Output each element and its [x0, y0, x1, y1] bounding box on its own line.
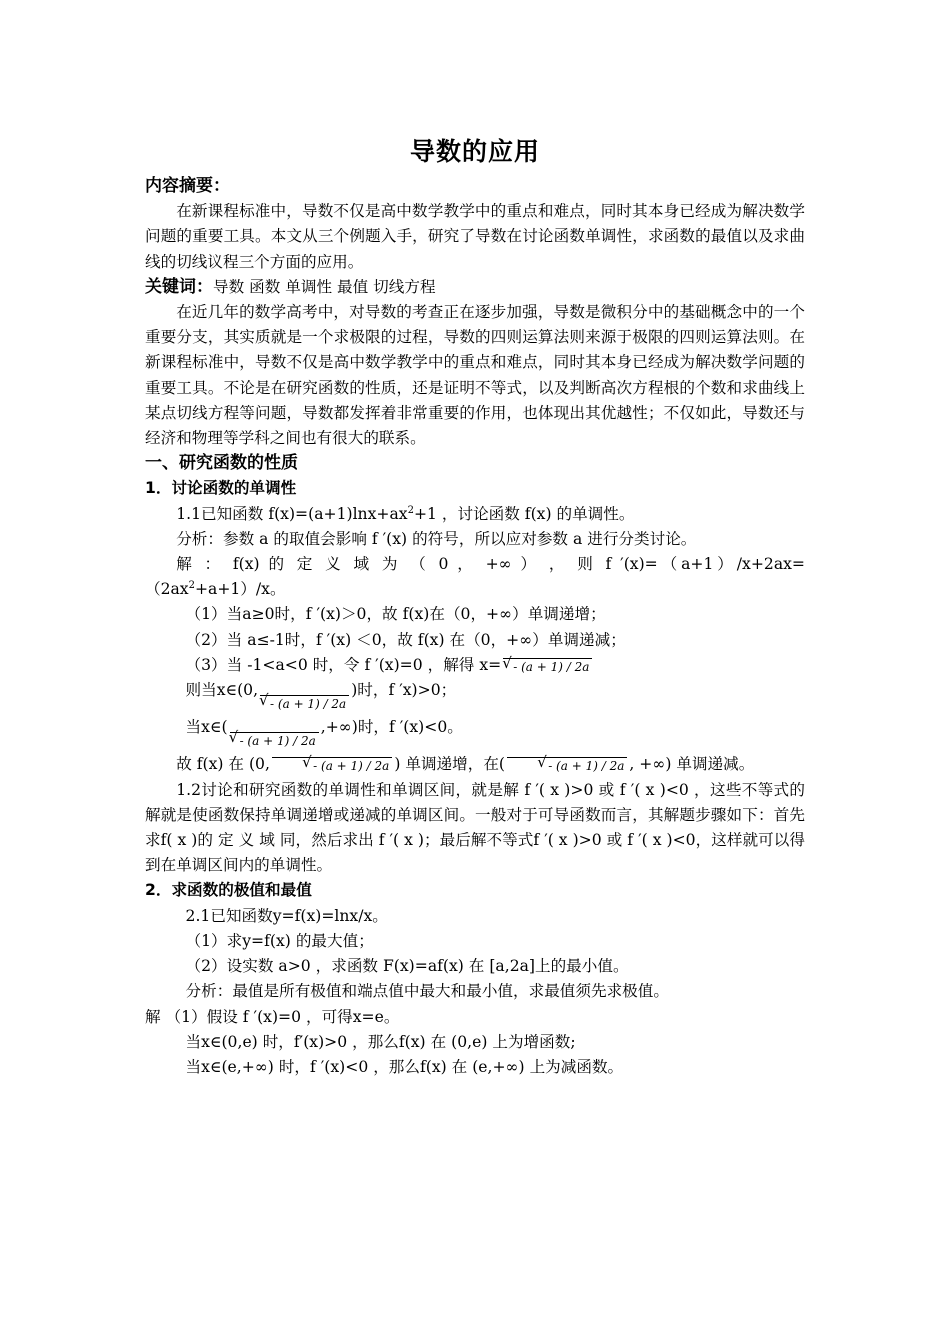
question-1: （1）求y=f(x) 的最大值；: [185, 931, 374, 950]
case-2: （2）当 a≤-1时，f ′(x) ＜0，故 f(x) 在（0，+∞）单调递减；: [185, 630, 626, 649]
case-3: （3）当 -1<a<0 时，令 f ′(x)=0 ，解得 x=√ - (a + 1) / 2a: [145, 653, 805, 678]
then-line-2: 当x∈(√ - (a + 1) / 2a,+∞)时，f ′(x)<0。: [145, 715, 805, 740]
spacer: [145, 703, 805, 715]
example-1-2: 1.2讨论和研究函数的单调性和单调区间，就是解 f ′( x )>0 或 f ′( x )<0 ，这些不等式的解就是使函数保持单调递增或递减的单调区间。一般对于可导函数而言，其解题步骤如下：首先求f( x )的 定 义 域 同，然后求出 f ′( x )；最后解不等式f ′( x )>0 或 f ′( x )<0，这样就可以得到在单调区间内的单调性。: [145, 780, 805, 875]
solution-2-line-3: 当x∈(e,+∞) 时，f ′(x)<0 ，那么f(x) 在 (e,+∞) 上为减函数。: [185, 1057, 624, 1076]
conclusion-1: 故 f(x) 在 (0,√ - (a + 1) / 2a ) 单调递增，在(√ - (a + 1) / 2a , +∞) 单调递减。: [145, 752, 805, 777]
then-line-1: 则当x∈(0,√ - (a + 1) / 2a)时，f ′x)>0；: [145, 678, 805, 703]
subsection-heading-2: 2．求函数的极值和最值: [145, 881, 312, 900]
abstract-text: 在新课程标准中，导数不仅是高中数学教学中的重点和难点，同时其本身已经成为解决数学问题的重要工具。本文从三个例题入手，研究了导数在讨论函数单调性，求函数的最值以及求曲线的切线议程三个方面的应用。: [145, 202, 805, 271]
keywords-line: [145, 275, 805, 300]
radical-formula: √ - (a + 1) / 2a: [260, 695, 349, 711]
radical-formula: √ - (a + 1) / 2a: [503, 658, 592, 674]
keywords-label: 关键词：: [145, 276, 213, 297]
keywords-text: 导数 函数 单调性 最值 切线方程: [213, 277, 436, 296]
example-1-1: 1.1已知函数 $f(x)=(a+1)\ln x+ax^2+1$ ，讨论函数 f(x) 的单调性。: [176, 504, 635, 523]
radical-formula: √ - (a + 1) / 2a: [507, 757, 627, 773]
intro-paragraph: 在近几年的数学高考中，对导数的考查正在逐步加强，导数是微积分中的基础概念中的一个重要分支，其实质就是一个求极限的过程，导数的四则运算法则来源于极限的四则运算法则。在新课程标准中，导数不仅是高中数学教学中的重点和难点，同时其本身已经成为解决数学问题的重要工具。不论是在研究函数的性质，还是证明不等式，以及判断高次方程根的个数和求曲线上某点切线方程等问题，导数都发挥着非常重要的作用，也体现出其优越性；不仅如此，导数还与经济和物理等学科之间也有很大的联系。: [145, 303, 805, 448]
solution-1: 解 ： f(x) 的 定 义 域 为 （ 0 ， +∞ ） ， 则 f $'(x)=(a+1)/x+2ax=(2ax^2+a+1)/x$。: [145, 555, 805, 599]
document-body: [145, 174, 805, 1080]
analysis-2: 分析：最值是所有极值和端点值中最大和最小值，求最值须先求极值。: [185, 982, 669, 1001]
page-title: 导数的应用: [409, 137, 540, 166]
section-heading-1: 一、研究函数的性质: [145, 453, 298, 474]
case-1: （1）当a≥0时，f ′(x)＞0，故 f(x)在（0，+∞）单调递增；: [185, 605, 606, 624]
analysis-1: 分析：参数 a 的取值会影响 f ′(x) 的符号，所以应对参数 a 进行分类讨论。: [176, 529, 697, 548]
solution-2: 解 （1）假设 f ′(x)=0 ，可得x=e。: [145, 1007, 400, 1026]
radical-formula: √ - (a + 1) / 2a: [272, 757, 392, 773]
abstract-label: 内容摘要：: [145, 176, 230, 196]
example-2-1: 2.1已知函数y=f(x)=lnx/x。: [185, 906, 388, 925]
solution-2-line-2: 当x∈(0,e) 时，f′(x)>0 ，那么f(x) 在 (0,e) 上为增函数;: [185, 1032, 576, 1051]
question-2: （2）设实数 a>0 ，求函数 F(x)=af(x) 在 [a,2a]上的最小值。: [185, 957, 629, 976]
radical-formula: √ - (a + 1) / 2a: [230, 732, 319, 748]
subsection-heading-1: 1．讨论函数的单调性: [145, 479, 297, 498]
